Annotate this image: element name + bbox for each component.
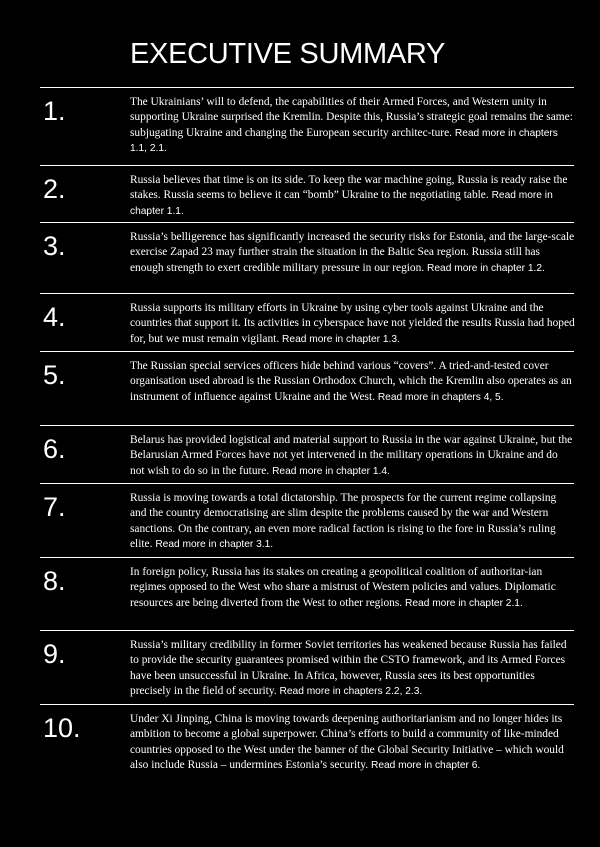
chapter-reference: Read more in chapter 3.1. <box>155 539 274 551</box>
chapter-reference: Read more in chapter 1.4. <box>272 465 390 477</box>
summary-item <box>40 222 575 274</box>
item-body: Russia is moving towards a total dictatorship. The prospects for the current regime collapsing and the country democratising are slim despite the problems caused by the war and Western sanctions. On the contrary, an even more radical faction is rising to the fore in Russia’s ruling elite. <box>130 492 557 551</box>
chapter-reference: Read more in chapters 4, 5. <box>377 391 504 403</box>
item-text <box>130 491 575 553</box>
chapter-reference: Read more in chapter 1.1. <box>130 190 553 217</box>
chapter-reference: Read more in chapter 1.2. <box>427 262 545 274</box>
item-body: Under Xi Jinping, China is moving towards deepening authoritarianism and no longer hides its ambition to become a global superpower. China’s efforts to build a community of like-minded countries opposed to the West under the banner of the Global Security Initiative – which would also include Russia – undermines Estonia’s security. <box>130 713 564 772</box>
item-number: 6. <box>43 434 66 464</box>
summary-item <box>40 425 574 477</box>
summary-item <box>40 630 574 698</box>
summary-item <box>40 557 574 609</box>
item-text <box>130 638 575 700</box>
summary-item <box>40 704 574 772</box>
item-body: In foreign policy, Russia has its stakes on creating a geopolitical coalition of authoritar-ian regimes opposed to the West who share a mistrust of Western policies and values. Diplomatic resources are being diverted from the West to other regions. <box>130 566 556 609</box>
item-body: Russia’s military credibility in former Soviet territories has weakened because Russia has failed to provide the security guarantees promised within the CSTO framework, and its Armed Forces have been unsuccessful in Ukraine. In Africa, however, Russia sees its best opportunities precisely in the field of security. <box>130 639 567 698</box>
page-title: EXECUTIVE SUMMARY <box>130 38 446 70</box>
chapter-reference: Read more in chapters 1.1, 2.1. <box>130 127 558 155</box>
item-number: 7. <box>43 492 66 522</box>
summary-item <box>40 483 574 551</box>
summary-item <box>40 165 574 217</box>
item-number: 9. <box>43 639 66 669</box>
item-text <box>130 230 575 276</box>
item-number: 4. <box>43 302 66 332</box>
item-text <box>130 433 575 479</box>
chapter-reference: Read more in chapter 2.1. <box>405 597 523 609</box>
summary-item <box>40 87 574 155</box>
item-body: Belarus has provided logistical and material support to Russia in the war against Ukraine, but the Belarusian Armed Forces have not yet intervened in the military operations in Ukraine and do not wish to do so in the future. <box>130 434 573 477</box>
chapter-reference: Read more in chapters 2.2, 2.3. <box>279 686 423 698</box>
item-number: 2. <box>43 174 66 204</box>
chapter-reference: Read more in chapter 1.3. <box>282 333 400 345</box>
item-body: The Russian special services officers hide behind various “covers”. A tried-and-tested cover organisation used abroad is the Russian Orthodox Church, which the Kremlin also operates as an instrument of influence against Ukraine and the West. <box>130 360 572 403</box>
summary-item <box>40 293 575 345</box>
item-text <box>130 565 575 611</box>
item-body: Russia believes that time is on its side. To keep the war machine going, Russia is ready raise the stakes. Russia seems to believe it can “bomb” Ukraine to the negotiating table. <box>130 174 568 202</box>
item-number: 3. <box>43 231 66 261</box>
item-body: Russia’s belligerence has significantly increased the security risks for Estonia, and the large-scale exercise Zapad 23 may further strain the situation in the Baltic Sea region. Russia still has enough strength to exert credible military pressure in our region. <box>130 231 575 274</box>
item-number: 8. <box>43 566 66 596</box>
item-text <box>130 173 575 219</box>
item-number: 10. <box>43 713 81 743</box>
item-text <box>130 712 575 774</box>
item-number: 5. <box>43 360 66 390</box>
item-text <box>130 359 575 405</box>
summary-item <box>40 351 574 403</box>
item-number: 1. <box>43 96 66 126</box>
chapter-reference: Read more in chapter 6. <box>370 760 481 772</box>
item-text <box>130 301 575 347</box>
item-body: Russia supports its military efforts in Ukraine by using cyber tools against Ukraine and the countries that support it. Its activities in cyberspace have not yielded the results Russia had hoped for, but we must remain vigilant. <box>130 302 575 345</box>
item-body: The Ukrainians’ will to defend, the capabilities of their Armed Forces, and Western unity in supporting Ukraine surprised the Kremlin. Despite this, Russia’s strategic goal remains the same: subjugating Ukraine and changing the European security architec-ture. <box>130 96 573 139</box>
item-text <box>130 95 575 157</box>
